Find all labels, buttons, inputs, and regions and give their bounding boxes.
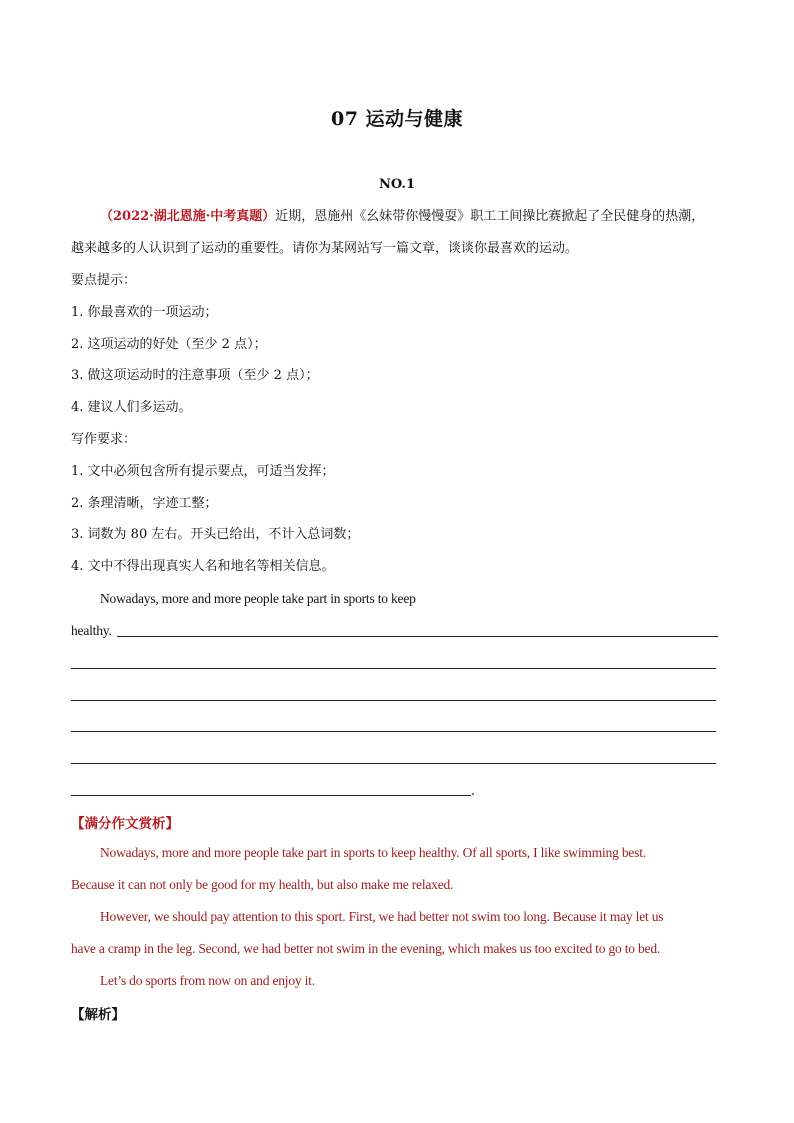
page-title: 07 运动与健康 xyxy=(330,108,464,130)
requirement-item: 3. 词数为 80 左右。开头已给出，不计入总词数； xyxy=(71,527,360,542)
key-point-item: 2. 这项运动的好处（至少 2 点）； xyxy=(71,337,267,352)
section-number: NO.1 xyxy=(378,177,416,192)
essay-line: However, we should pay attention to this sport. First, we had better not swim too long. Because it may let us xyxy=(100,909,664,924)
prompt-text-1: 近期，恩施州《幺妹带你慢慢耍》职工工间操比赛掀起了全民健身的热潮， xyxy=(275,209,705,224)
requirement-item: 1. 文中必须包含所有提示要点，可适当发挥； xyxy=(71,464,335,479)
key-point-item: 4. 建议人们多运动。 xyxy=(71,400,192,415)
model-essay-heading: 【满分作文赏析】 xyxy=(71,816,179,832)
essay-line: have a cramp in the leg. Second, we had better not swim in the evening, which makes us too excited to go to bed. xyxy=(71,941,661,956)
starter-line-2: healthy. xyxy=(71,623,112,638)
writing-line[interactable] xyxy=(117,636,718,637)
key-point-item: 3. 做这项运动时的注意事项（至少 2 点）； xyxy=(71,368,319,383)
requirement-item: 2. 条理清晰，字迹工整； xyxy=(71,496,218,511)
essay-line: Because it can not only be good for my health, but also make me relaxed. xyxy=(71,877,454,892)
writing-line[interactable] xyxy=(71,700,716,701)
analysis-heading: 【解析】 xyxy=(71,1007,125,1023)
key-point-item: 1. 你最喜欢的一项运动； xyxy=(71,305,218,320)
essay-line: Let’s do sports from now on and enjoy it. xyxy=(100,973,315,988)
writing-line[interactable] xyxy=(71,763,716,764)
key-points-heading: 要点提示： xyxy=(71,273,137,288)
source-tag: （2022·湖北恩施·中考真题） xyxy=(100,209,276,224)
starter-line-1: Nowadays, more and more people take part in sports to keep xyxy=(100,591,416,606)
prompt-line-1 xyxy=(100,208,704,226)
requirements-heading: 写作要求： xyxy=(71,432,137,447)
end-period: . xyxy=(471,784,476,799)
requirement-item: 4. 文中不得出现真实人名和地名等相关信息。 xyxy=(71,559,335,574)
prompt-line-2: 越来越多的人认识到了运动的重要性。请你为某网站写一篇文章，谈谈你最喜欢的运动。 xyxy=(71,241,579,256)
writing-line[interactable] xyxy=(71,668,716,669)
writing-line[interactable] xyxy=(71,731,716,732)
writing-line[interactable] xyxy=(71,795,471,796)
essay-line: Nowadays, more and more people take part in sports to keep healthy. Of all sports, I like swimming best. xyxy=(100,845,646,860)
